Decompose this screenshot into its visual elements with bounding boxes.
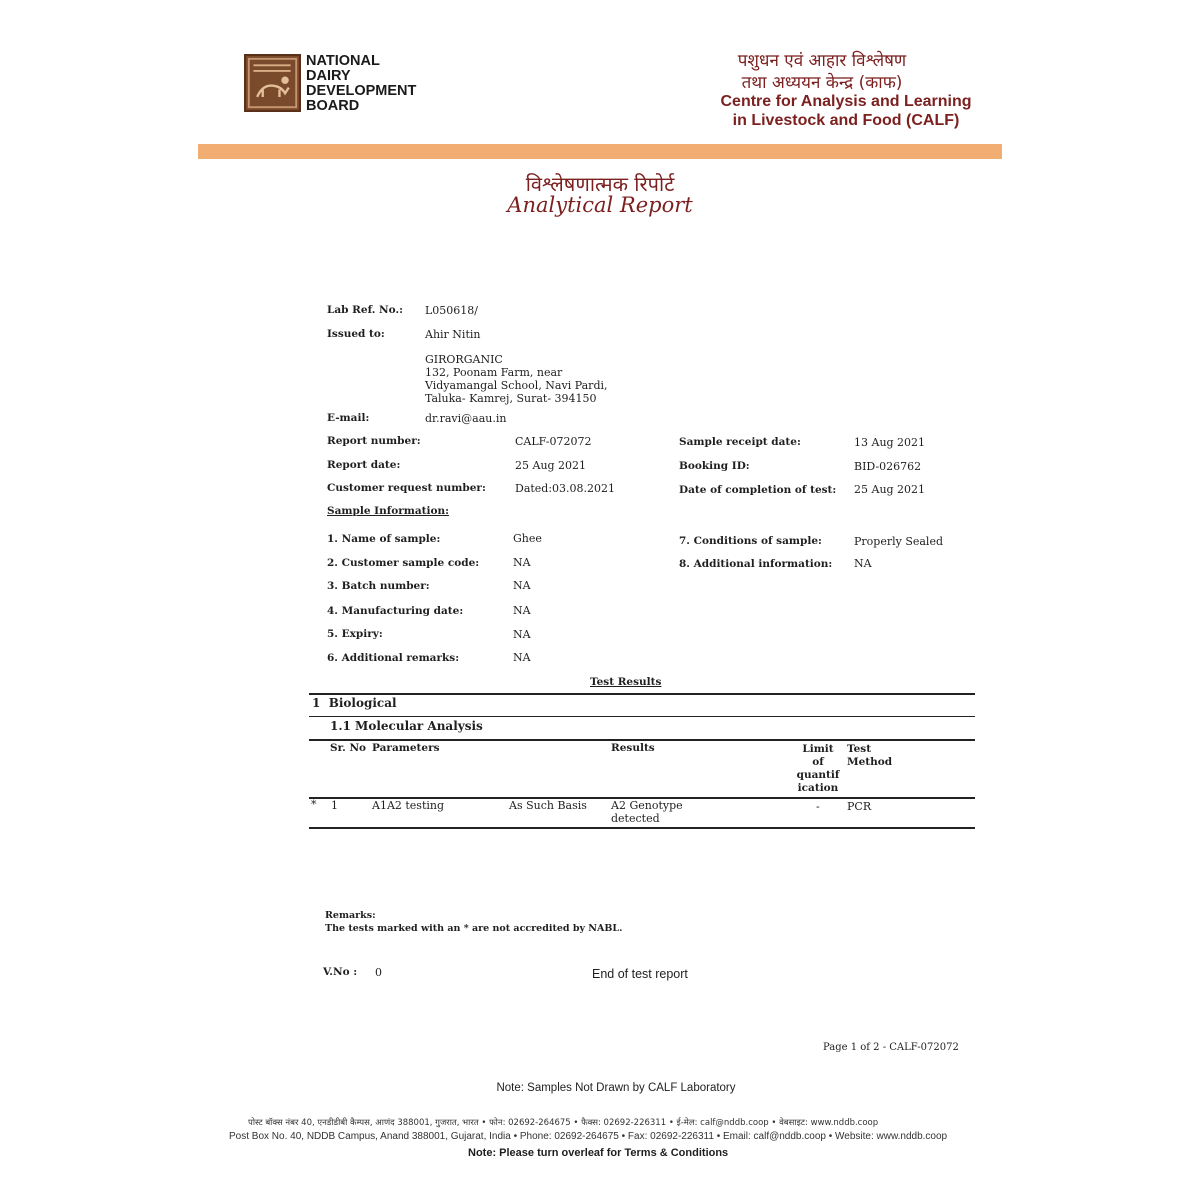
terms-note: Note: Please turn overleaf for Terms & Conditions (468, 1147, 729, 1159)
row-result: A2 Genotype detected (611, 799, 683, 825)
additional-information-value: NA (854, 557, 872, 570)
booking-id-value: BID-026762 (854, 460, 922, 473)
nddb-logo (244, 54, 301, 112)
sample-receipt-label: Sample receipt date: (679, 436, 801, 448)
report-title-hindi: विश्लेषणात्मक रिपोर्ट (525, 172, 675, 196)
batch-number-value: NA (513, 579, 531, 592)
column-header-loq: Limit of quantif ication (796, 743, 840, 794)
sample-conditions-label: 7. Conditions of sample: (679, 535, 822, 547)
issued-to-label: Issued to: (327, 328, 385, 340)
table-rule (309, 827, 975, 829)
test-results-heading: Test Results (590, 676, 662, 688)
version-value: 0 (375, 966, 382, 979)
footer-address-english: Post Box No. 40, NDDB Campus, Anand 388001, Gujarat, India • Phone: 02692-264675 • Fax: 02692-226311 • Email: calf@nddb.coop • Website: www.nddb.coop (229, 1131, 948, 1142)
row-test-method: PCR (847, 800, 872, 813)
additional-remarks-label: 6. Additional remarks: (327, 652, 460, 664)
row-basis: As Such Basis (509, 799, 587, 812)
expiry-value: NA (513, 628, 531, 641)
page-info: Page 1 of 2 - CALF-072072 (823, 1042, 959, 1053)
end-of-report: End of test report (592, 967, 688, 981)
manufacturing-date-label: 4. Manufacturing date: (327, 605, 464, 617)
sample-receipt-value: 13 Aug 2021 (854, 436, 926, 449)
email-value: dr.ravi@aau.in (425, 412, 507, 425)
report-number-label: Report number: (327, 435, 421, 447)
remarks-text: The tests marked with an * are not accredited by NABL. (325, 923, 623, 934)
remarks-label: Remarks: (325, 910, 376, 921)
footer-address-hindi: पोस्ट बॉक्स नंबर 40, एनडीडीबी कैम्पस, आणंद 388001, गुजरात, भारत • फोन: 02692-264675 • फैक्स: 02692-226311 • ई-मेल: calf@nddb.coop • वेबसाइट: www.nddb.coop (248, 1118, 879, 1128)
sample-name-label: 1. Name of sample: (327, 533, 441, 545)
row-parameter: A1A2 testing (372, 799, 445, 812)
completion-date-label: Date of completion of test: (679, 484, 837, 496)
manufacturing-date-value: NA (513, 604, 531, 617)
additional-remarks-value: NA (513, 651, 531, 664)
issued-to-name: Ahir Nitin (425, 328, 481, 341)
calf-name-hindi: पशुधन एवं आहार विश्लेषण तथा अध्ययन केन्द्र (काफ) (737, 51, 907, 93)
org-name: NATIONAL DAIRY DEVELOPMENT BOARD (306, 53, 417, 114)
calf-name-english: Centre for Analysis and Learning in Livestock and Food (CALF) (720, 93, 972, 129)
subsection-molecular-analysis: 1.1 Molecular Analysis (330, 719, 483, 733)
sample-conditions-value: Properly Sealed (854, 535, 943, 548)
report-title-english: Analytical Report (507, 193, 693, 217)
lab-ref-value: L050618/ (425, 304, 479, 317)
column-header-results: Results (611, 742, 655, 754)
customer-sample-code-value: NA (513, 556, 531, 569)
nabl-mark: * (311, 798, 317, 811)
samples-note: Note: Samples Not Drawn by CALF Laboratory (496, 1082, 736, 1094)
report-date-label: Report date: (327, 459, 401, 471)
table-rule (309, 739, 975, 741)
customer-request-value: Dated:03.08.2021 (515, 482, 616, 495)
table-rule (309, 693, 975, 695)
version-label: V.No : (323, 966, 358, 978)
row-sr-no: 1 (331, 799, 338, 812)
customer-sample-code-label: 2. Customer sample code: (327, 557, 480, 569)
expiry-label: 5. Expiry: (327, 628, 383, 640)
completion-date-value: 25 Aug 2021 (854, 483, 926, 496)
batch-number-label: 3. Batch number: (327, 580, 430, 592)
column-header-sr-no: Sr. No (330, 742, 367, 754)
header-brand-bar (198, 144, 1002, 159)
email-label: E-mail: (327, 412, 370, 424)
customer-request-label: Customer request number: (327, 482, 486, 494)
sample-name-value: Ghee (513, 532, 542, 545)
section-biological: 1 Biological (312, 696, 397, 710)
column-header-parameters: Parameters (372, 742, 440, 754)
lab-ref-label: Lab Ref. No.: (327, 304, 403, 316)
column-header-test-method: Test Method (847, 743, 893, 768)
booking-id-label: Booking ID: (679, 460, 750, 472)
report-date-value: 25 Aug 2021 (515, 459, 587, 472)
customer-address: GIRORGANIC 132, Poonam Farm, near Vidyamangal School, Navi Pardi, Taluka- Kamrej, Surat- 394150 (425, 353, 608, 405)
report-number-value: CALF-072072 (515, 435, 592, 448)
sample-info-heading: Sample Information: (327, 505, 450, 517)
row-loq: - (816, 800, 820, 813)
additional-information-label: 8. Additional information: (679, 558, 833, 570)
table-rule (309, 716, 975, 717)
seal-emblem-icon (246, 56, 299, 110)
